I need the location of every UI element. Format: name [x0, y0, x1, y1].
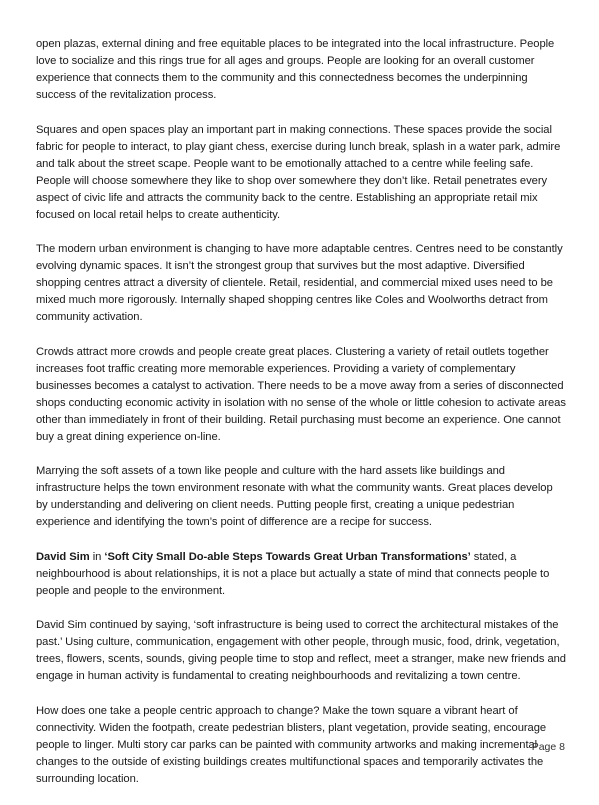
paragraph-3: The modern urban environment is changing to have more adaptable centres. Centres need to be constantly evolving dynamic spaces. It isn’t the strongest group that survives but the most adaptive. Diversified shopping centres attract a diversity of clientele. Retail, residential, and commercial mixed uses need to be mixed much more rigorously. Internally shaped shopping centres like Coles and Woolworths detract from community activation.: [36, 243, 563, 323]
document-page: [36, 36, 566, 805]
paragraph-quote: [36, 549, 566, 600]
paragraph-8: How does one take a people centric approach to change? Make the town square a vibrant heart of connectivity. Widen the footpath, create pedestrian blisters, plant vegetation, provide seating, encourage people to linger. Multi story car parks can be painted with community artworks and making incremental changes to the outside of existing buildings creates multifunctional spaces and temporarily activates the surrounding location.: [36, 704, 547, 785]
paragraph-5: Marrying the soft assets of a town like people and culture with the hard assets like buildings and infrastructure helps the town environment resonate with what the community wants. Great places develop by understanding and delivering on client needs. Putting people first, creating a unique pedestrian experience and identifying the town’s point of difference are a recipe for success.: [36, 465, 553, 528]
paragraph-7: David Sim continued by saying, ‘soft infrastructure is being used to correct the architectural mistakes of the past.’ Using culture, communication, engagement with other people, through music, food, drink, vegetation, trees, flowers, scents, sounds, giving people time to stop and reflect, meet a stranger, make new friends and engage in human activity is fundamental to creating neighbourhoods and revitalizing a town centre.: [36, 619, 566, 682]
page-number: Page 8: [531, 741, 565, 753]
quote-rest: stated, a neighbourhood is about relationships, it is not a place but actually a state of mind that connects people to people and people to the environment.: [36, 550, 550, 597]
paragraph-2: Squares and open spaces play an important part in making connections. These spaces provide the social fabric for people to interact, to play giant chess, exercise during lunch break, splash in a water park, admire and talk about the street scape. People want to be emotionally attached to a centre while feeling safe. People will choose somewhere they like to shop over somewhere they don’t like. Retail penetrates every aspect of civic life and attracts the community back to the centre. Establishing an appropriate retail mix focused on local retail helps to create authenticity.: [36, 123, 561, 221]
quote-in-word: in: [89, 550, 105, 563]
paragraph-4: Crowds attract more crowds and people create great places. Clustering a variety of retail outlets together increases foot traffic creating more memorable experiences. Providing a variety of complementary businesses becomes a catalyst to activation. There needs to be a move away from a series of disconnected shops conducting economic activity in isolation with no sense of the whole or little cohesion to activate areas other than immediately in front of their building. Retail purchasing must become an experience. One cannot buy a great dining experience on-line.: [36, 345, 566, 443]
quote-author: David Sim: [36, 550, 90, 563]
paragraph-1: open plazas, external dining and free equitable places to be integrated into the local infrastructure. People love to socialize and this rings true for all ages and groups. People are looking for an overall customer experience that connects them to the community and this connectedness becomes the underpinning success of the revitalization process.: [36, 38, 555, 101]
quote-title: ‘Soft City Small Do-able Steps Towards Great Urban Transformations’: [104, 550, 471, 563]
